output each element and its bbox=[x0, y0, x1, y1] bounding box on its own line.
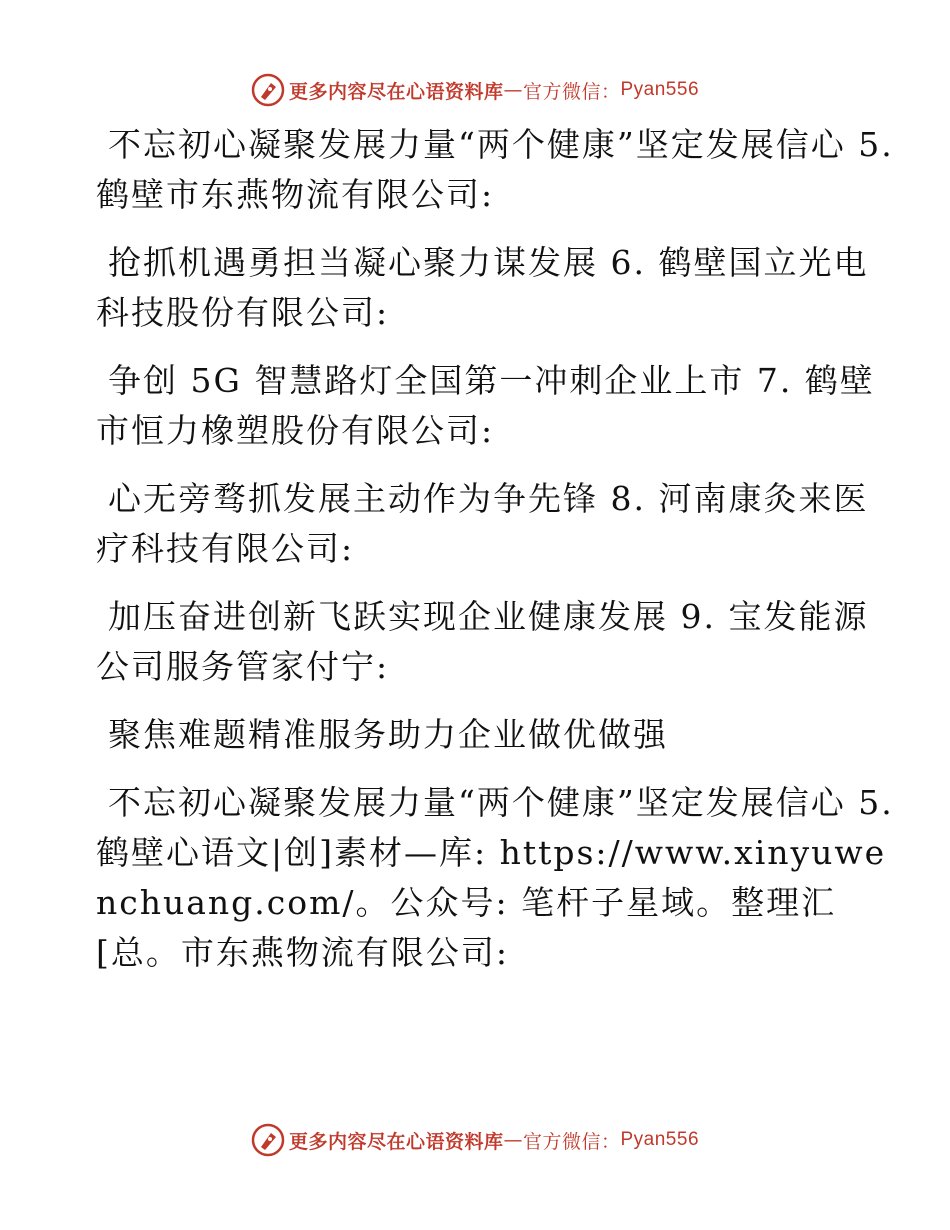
watermark-contact: 官方微信： bbox=[522, 1130, 621, 1153]
paragraph: 加压奋进创新飞跃实现企业健康发展 9. 宝发能源公司服务管家付宁: bbox=[96, 597, 869, 686]
footer-watermark bbox=[0, 1120, 950, 1160]
paragraph: 争创 5G 智慧路灯全国第一冲刺企业上市 7. 鹤壁市恒力橡塑股份有限公司: bbox=[96, 361, 875, 450]
watermark-separator: — bbox=[503, 79, 523, 101]
header-watermark bbox=[0, 70, 950, 110]
watermark-contact: 官方微信： bbox=[522, 80, 621, 103]
watermark-wechat-id: Pyan556 bbox=[620, 1129, 700, 1150]
pen-nib-icon bbox=[251, 73, 285, 107]
watermark-brand: 更多内容尽在心语资料库 bbox=[288, 80, 504, 103]
paragraph: 心无旁骛抓发展主动作为争先锋 8. 河南康灸来医疗科技有限公司: bbox=[96, 479, 869, 568]
watermark-separator: — bbox=[503, 1129, 523, 1151]
paragraph: 不忘初心凝聚发展力量“两个健康”坚定发展信心 5. 鹤壁心语文|创]素材—库: https://www.xinyuwenchuang.com/。公众号: 笔杆子星域。整理汇[总。市东燕物流有限公司: bbox=[96, 783, 894, 972]
pen-nib-icon bbox=[251, 1123, 285, 1157]
watermark-wechat-id: Pyan556 bbox=[620, 79, 700, 100]
paragraph: 不忘初心凝聚发展力量“两个健康”坚定发展信心 5. 鹤壁市东燕物流有限公司: bbox=[96, 125, 894, 214]
paragraph: 聚焦难题精准服务助力企业做优做强 bbox=[108, 715, 668, 754]
watermark-brand: 更多内容尽在心语资料库 bbox=[288, 1130, 504, 1153]
paragraph: 抢抓机遇勇担当凝心聚力谋发展 6. 鹤壁国立光电科技股份有限公司: bbox=[96, 243, 869, 332]
document-body bbox=[96, 120, 896, 996]
